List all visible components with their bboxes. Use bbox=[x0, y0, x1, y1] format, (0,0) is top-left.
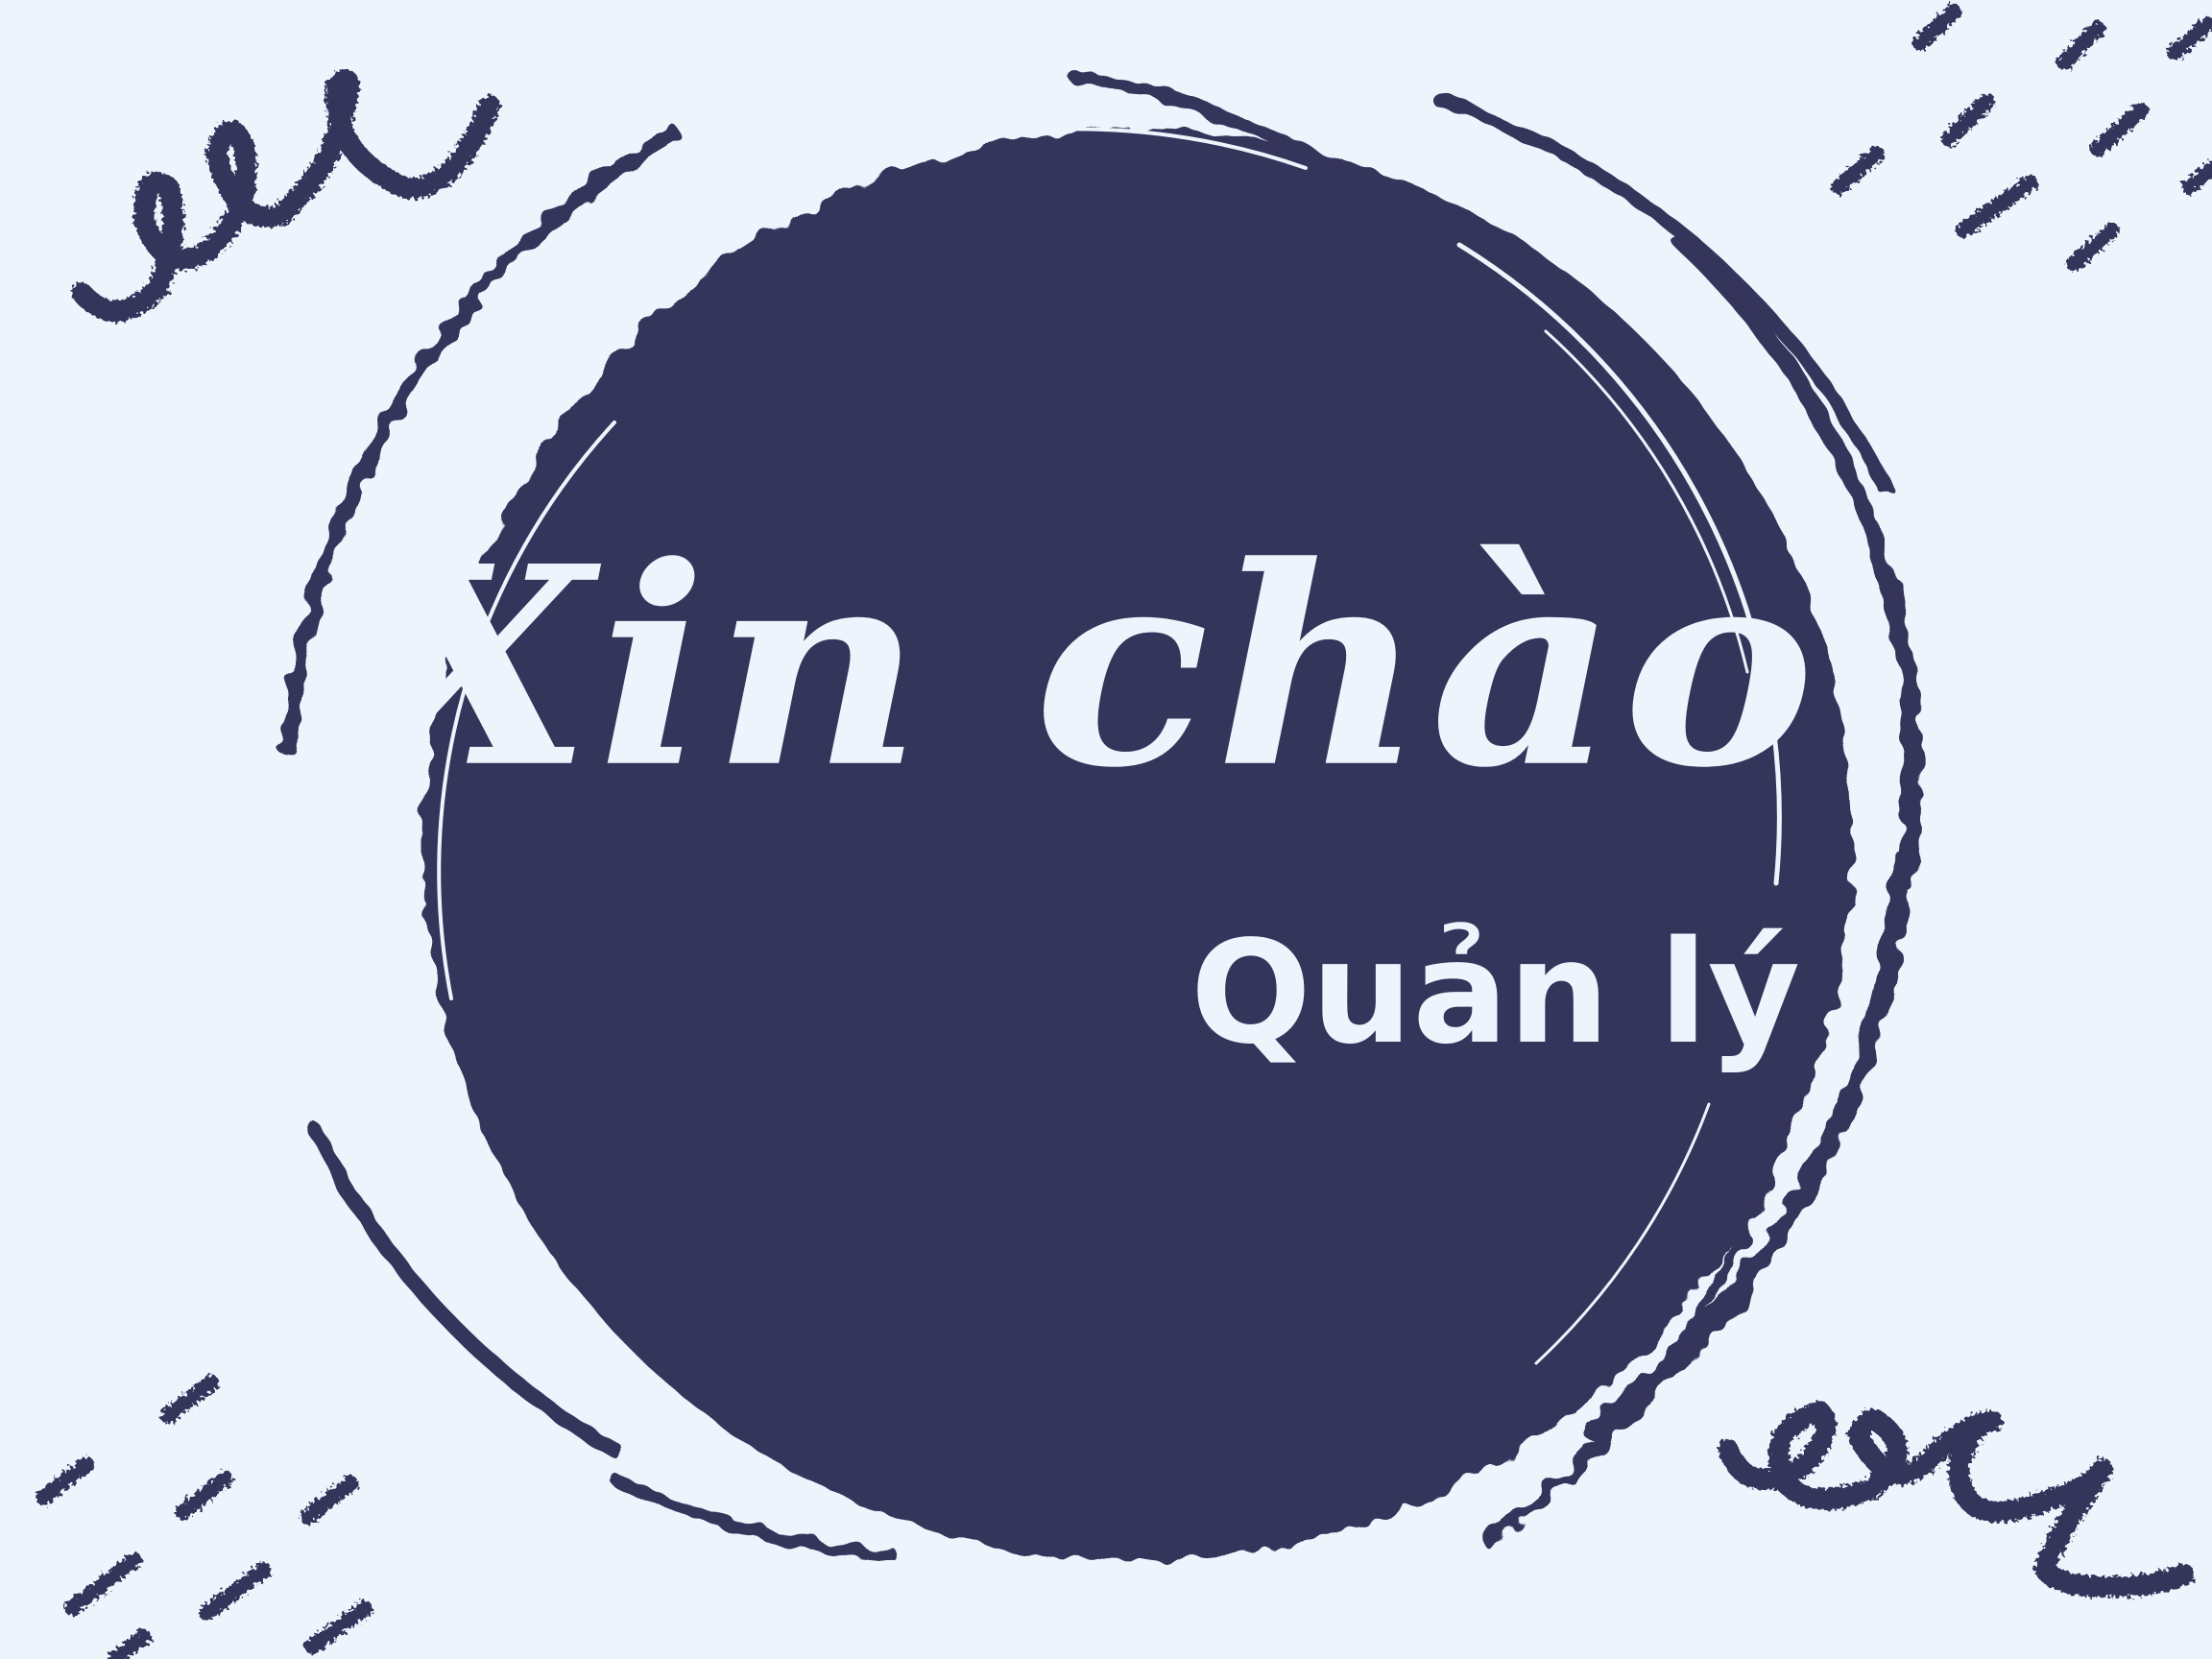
dash-cluster-bottom-left bbox=[43, 1382, 365, 1659]
brush-circle bbox=[422, 130, 1853, 1560]
dash-cluster-top-right bbox=[1839, 12, 2212, 264]
loop-doodle-bottom-right bbox=[1728, 1411, 2184, 1587]
greeting-subtitle: Quản lý bbox=[1190, 910, 1801, 1075]
circle-fill bbox=[422, 130, 1853, 1560]
greeting-title: Xin chào bbox=[368, 505, 1821, 829]
loop-doodle-top-left bbox=[82, 80, 490, 310]
